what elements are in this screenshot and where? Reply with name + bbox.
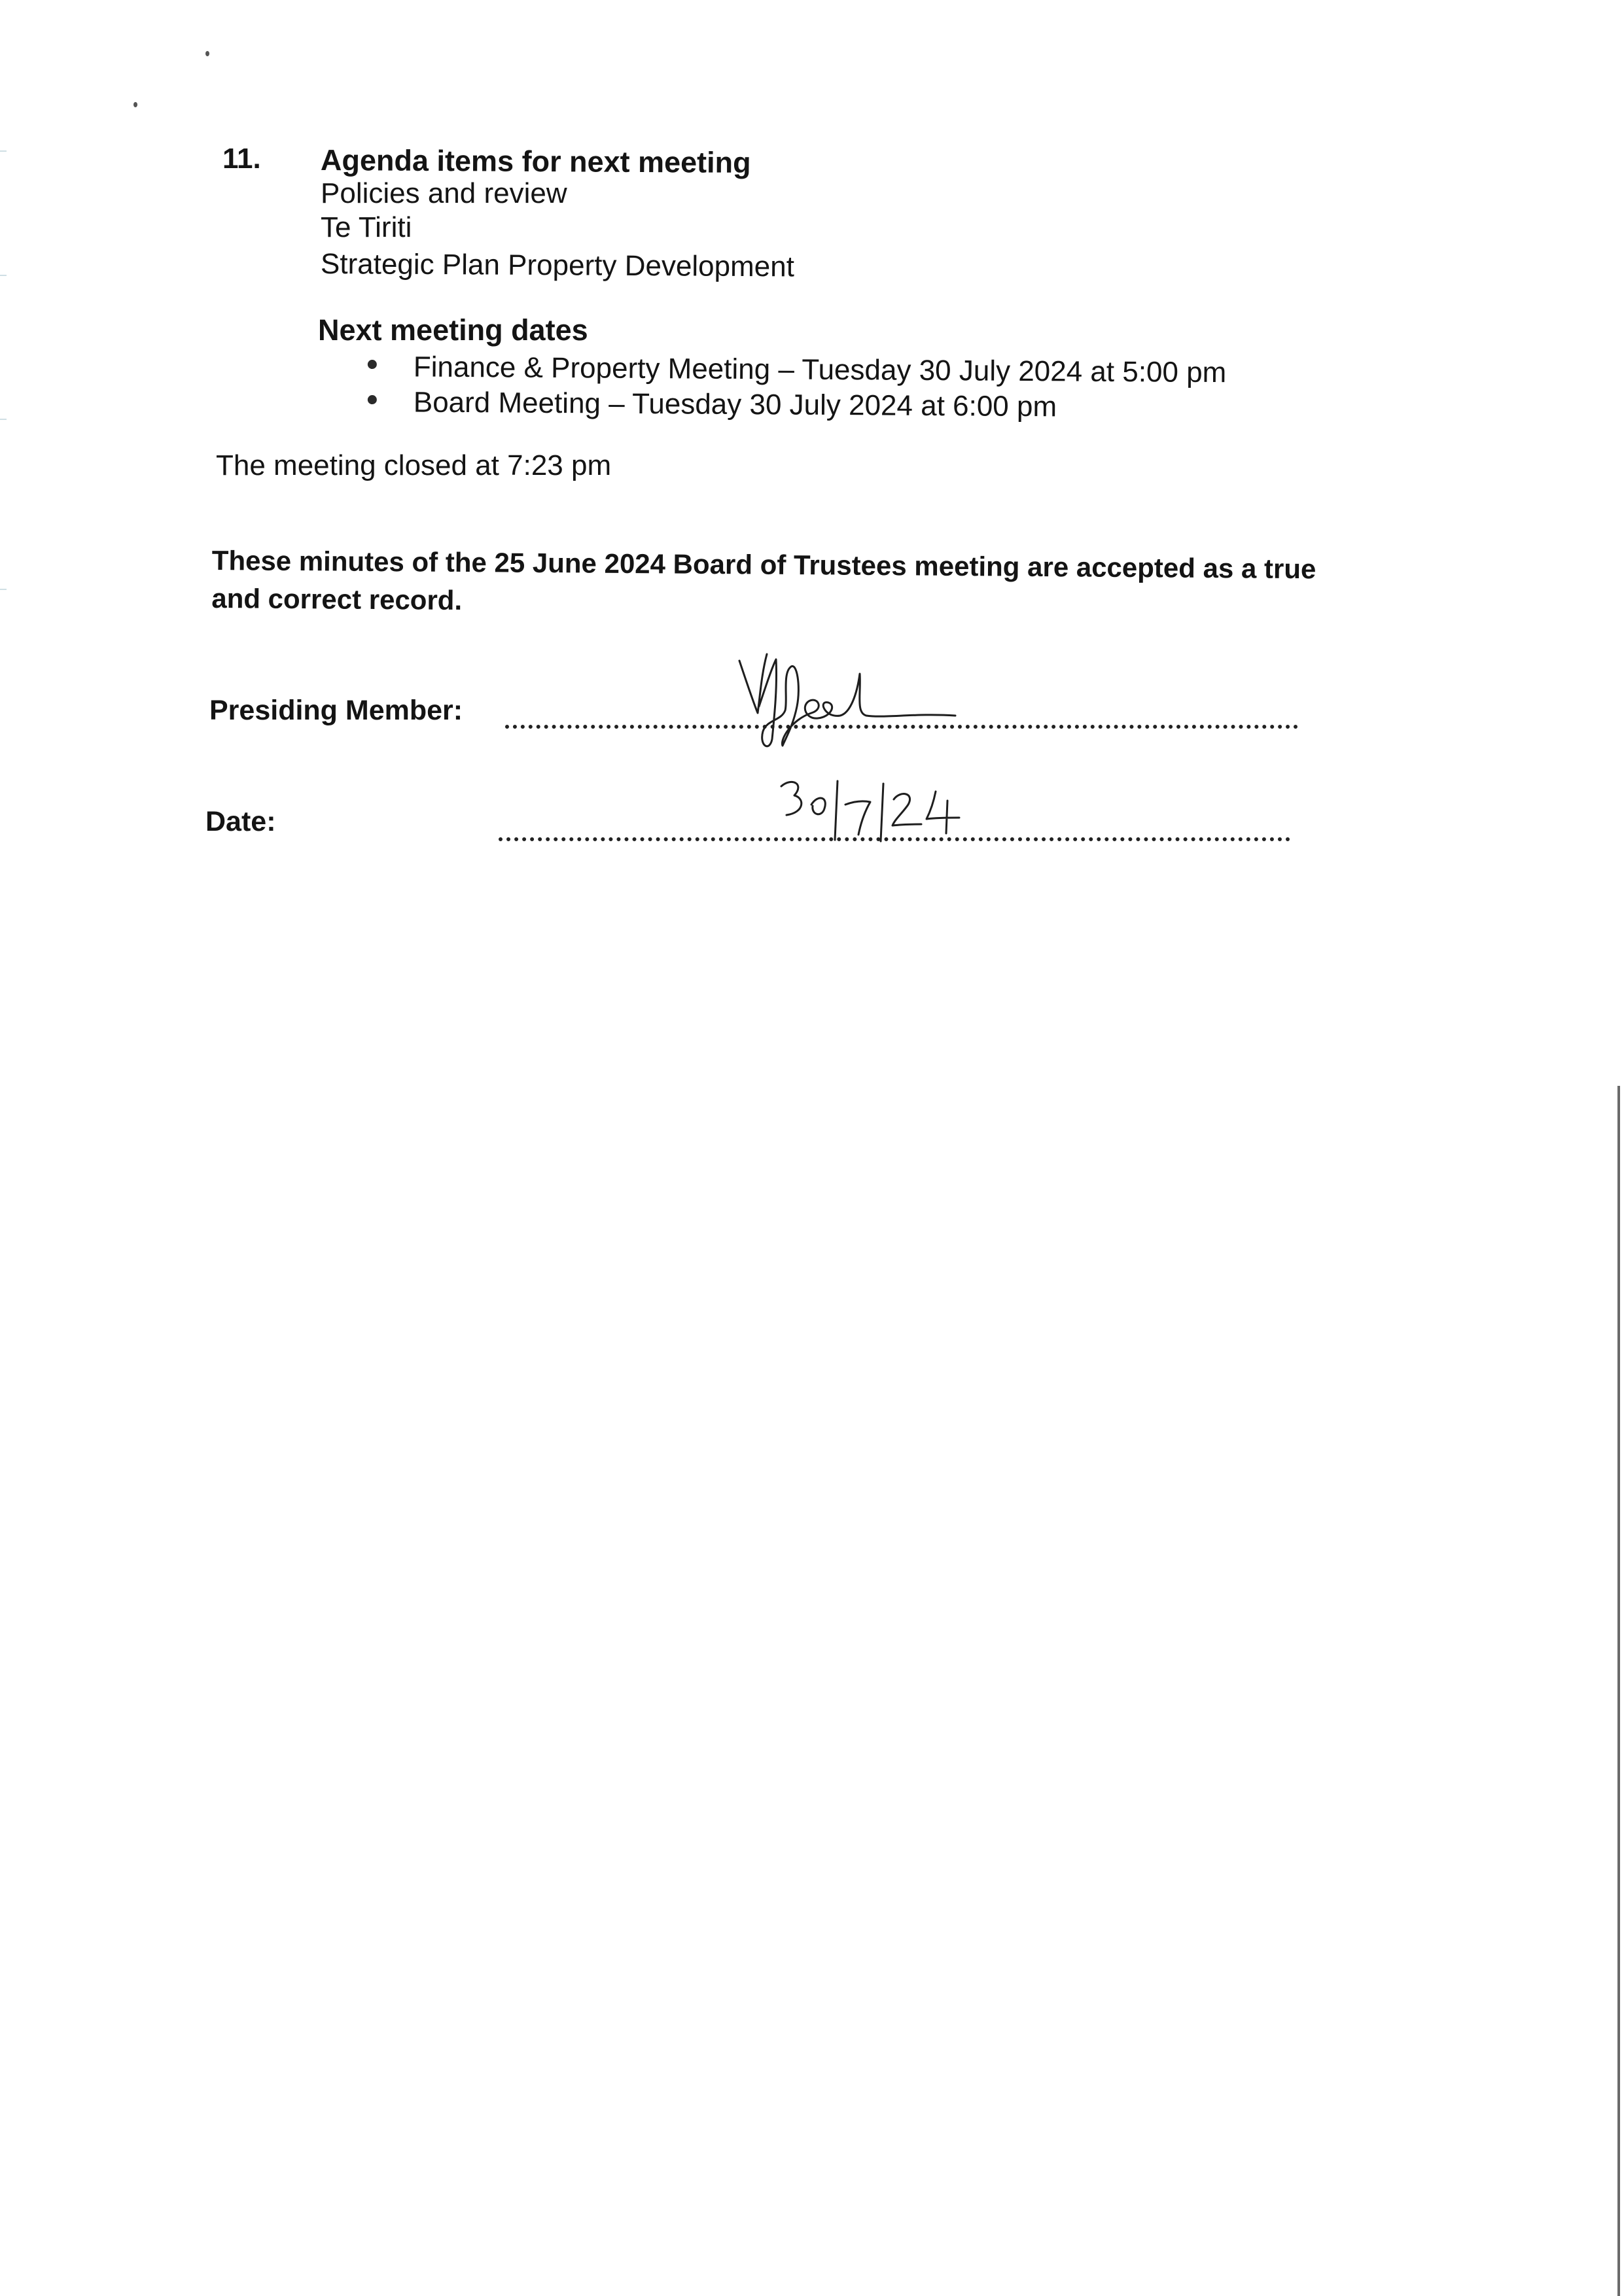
agenda-item: Policies and review xyxy=(321,177,567,209)
handwritten-date xyxy=(772,772,1008,850)
acceptance-statement xyxy=(211,542,1468,627)
handwritten-signature xyxy=(720,648,1021,759)
agenda-heading: Agenda items for next meeting xyxy=(320,143,751,180)
acceptance-line: and correct record. xyxy=(211,582,463,616)
scan-edge-shadow xyxy=(1617,1086,1620,2296)
next-meetings-heading: Next meeting dates xyxy=(318,313,588,347)
agenda-item: Strategic Plan Property Development xyxy=(320,248,795,283)
scan-edge-mark xyxy=(0,150,7,152)
presiding-member-label: Presiding Member: xyxy=(209,695,463,726)
bullet-icon xyxy=(368,395,377,404)
acceptance-line: These minutes of the 25 June 2024 Board of Trustees meeting are accepted as a true xyxy=(211,544,1316,585)
meeting-date-text: Board Meeting – Tuesday 30 July 2024 at 6:00 pm xyxy=(413,386,1057,423)
agenda-item: Te Tiriti xyxy=(321,211,412,243)
scan-speck xyxy=(133,102,137,107)
date-label: Date: xyxy=(205,806,276,837)
bullet-icon xyxy=(368,360,377,369)
scan-edge-mark xyxy=(0,419,7,420)
scan-speck xyxy=(205,51,209,56)
meeting-closed-text: The meeting closed at 7:23 pm xyxy=(216,449,612,481)
item-number: 11. xyxy=(222,143,261,175)
scan-edge-mark xyxy=(0,275,7,276)
scan-edge-mark xyxy=(0,589,7,590)
meeting-date-text: Finance & Property Meeting – Tuesday 30 July 2024 at 5:00 pm xyxy=(413,351,1227,389)
